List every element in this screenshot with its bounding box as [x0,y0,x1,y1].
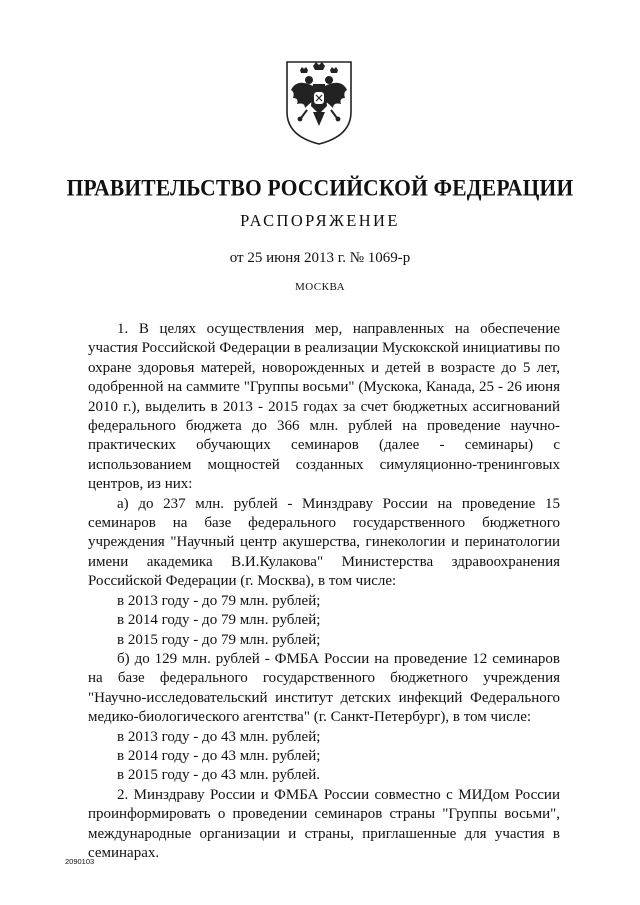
allocation-line: в 2015 году - до 79 млн. рублей; [117,631,321,648]
paragraph-1a: а) до 237 млн. рублей - Минздраву России на проведение 15 семинаров на базе федерального государственного бюджетного учреждения "Научный центр акушерства, гинекологии и перинатологии имени академика В.И.Кулакова" Министерства здравоохранения Российской Федерации (г. Москва), в том числе: [88,495,560,590]
allocation-line: в 2013 году - до 43 млн. рублей; [117,728,321,745]
allocation-line: в 2014 году - до 43 млн. рублей; [117,747,321,764]
allocation-line: в 2013 году - до 79 млн. рублей; [117,592,321,609]
order-body [88,320,560,863]
russian-coat-of-arms-icon [283,56,355,146]
paragraph-1: 1. В целях осуществления мер, направленных на обеспечение участия Российской Федерации в реализации Мускокской инициативы по охране здоровья матерей, новорожденных и детей в возрасте до 5 лет, одобренной на саммите "Группы восьми" (Мускока, Канада, 25 - 26 июня 2010 г.), выделить в 2013 - 2015 годах за счет бюджетных ассигнований федерального бюджета до 366 млн. рублей на проведение научно-практических обучающих семинаров (далее - семинары) с использованием мощностей созданных симуляционно-тренинговых центров, из них: [88,321,560,493]
allocation-line: в 2014 году - до 79 млн. рублей; [117,612,321,629]
document-code: 2090103 [65,857,95,866]
document-type: РАСПОРЯЖЕНИЕ [240,211,400,230]
issuer-title: ПРАВИТЕЛЬСТВО РОССИЙСКОЙ ФЕДЕРАЦИИ [66,175,574,201]
city-name: МОСКВА [294,281,346,293]
date-and-number: от 25 июня 2013 г. № 1069-р [229,250,411,266]
allocation-line: в 2015 году - до 43 млн. рублей. [117,767,320,784]
paragraph-1b: б) до 129 млн. рублей - ФМБА России на проведение 12 семинаров на базе федерального государственного бюджетного учреждения "Научно-исследовательский институт детских инфекций Федерального медико-биологического агентства" (г. Санкт-Петербург), в том числе: [88,650,560,726]
paragraph-2: 2. Минздраву России и ФМБА России совместно с МИДом России проинформировать о проведении семинаров страны "Группы восьми", международные организации и страны, приглашенные для участия в семинарах. [88,786,560,861]
